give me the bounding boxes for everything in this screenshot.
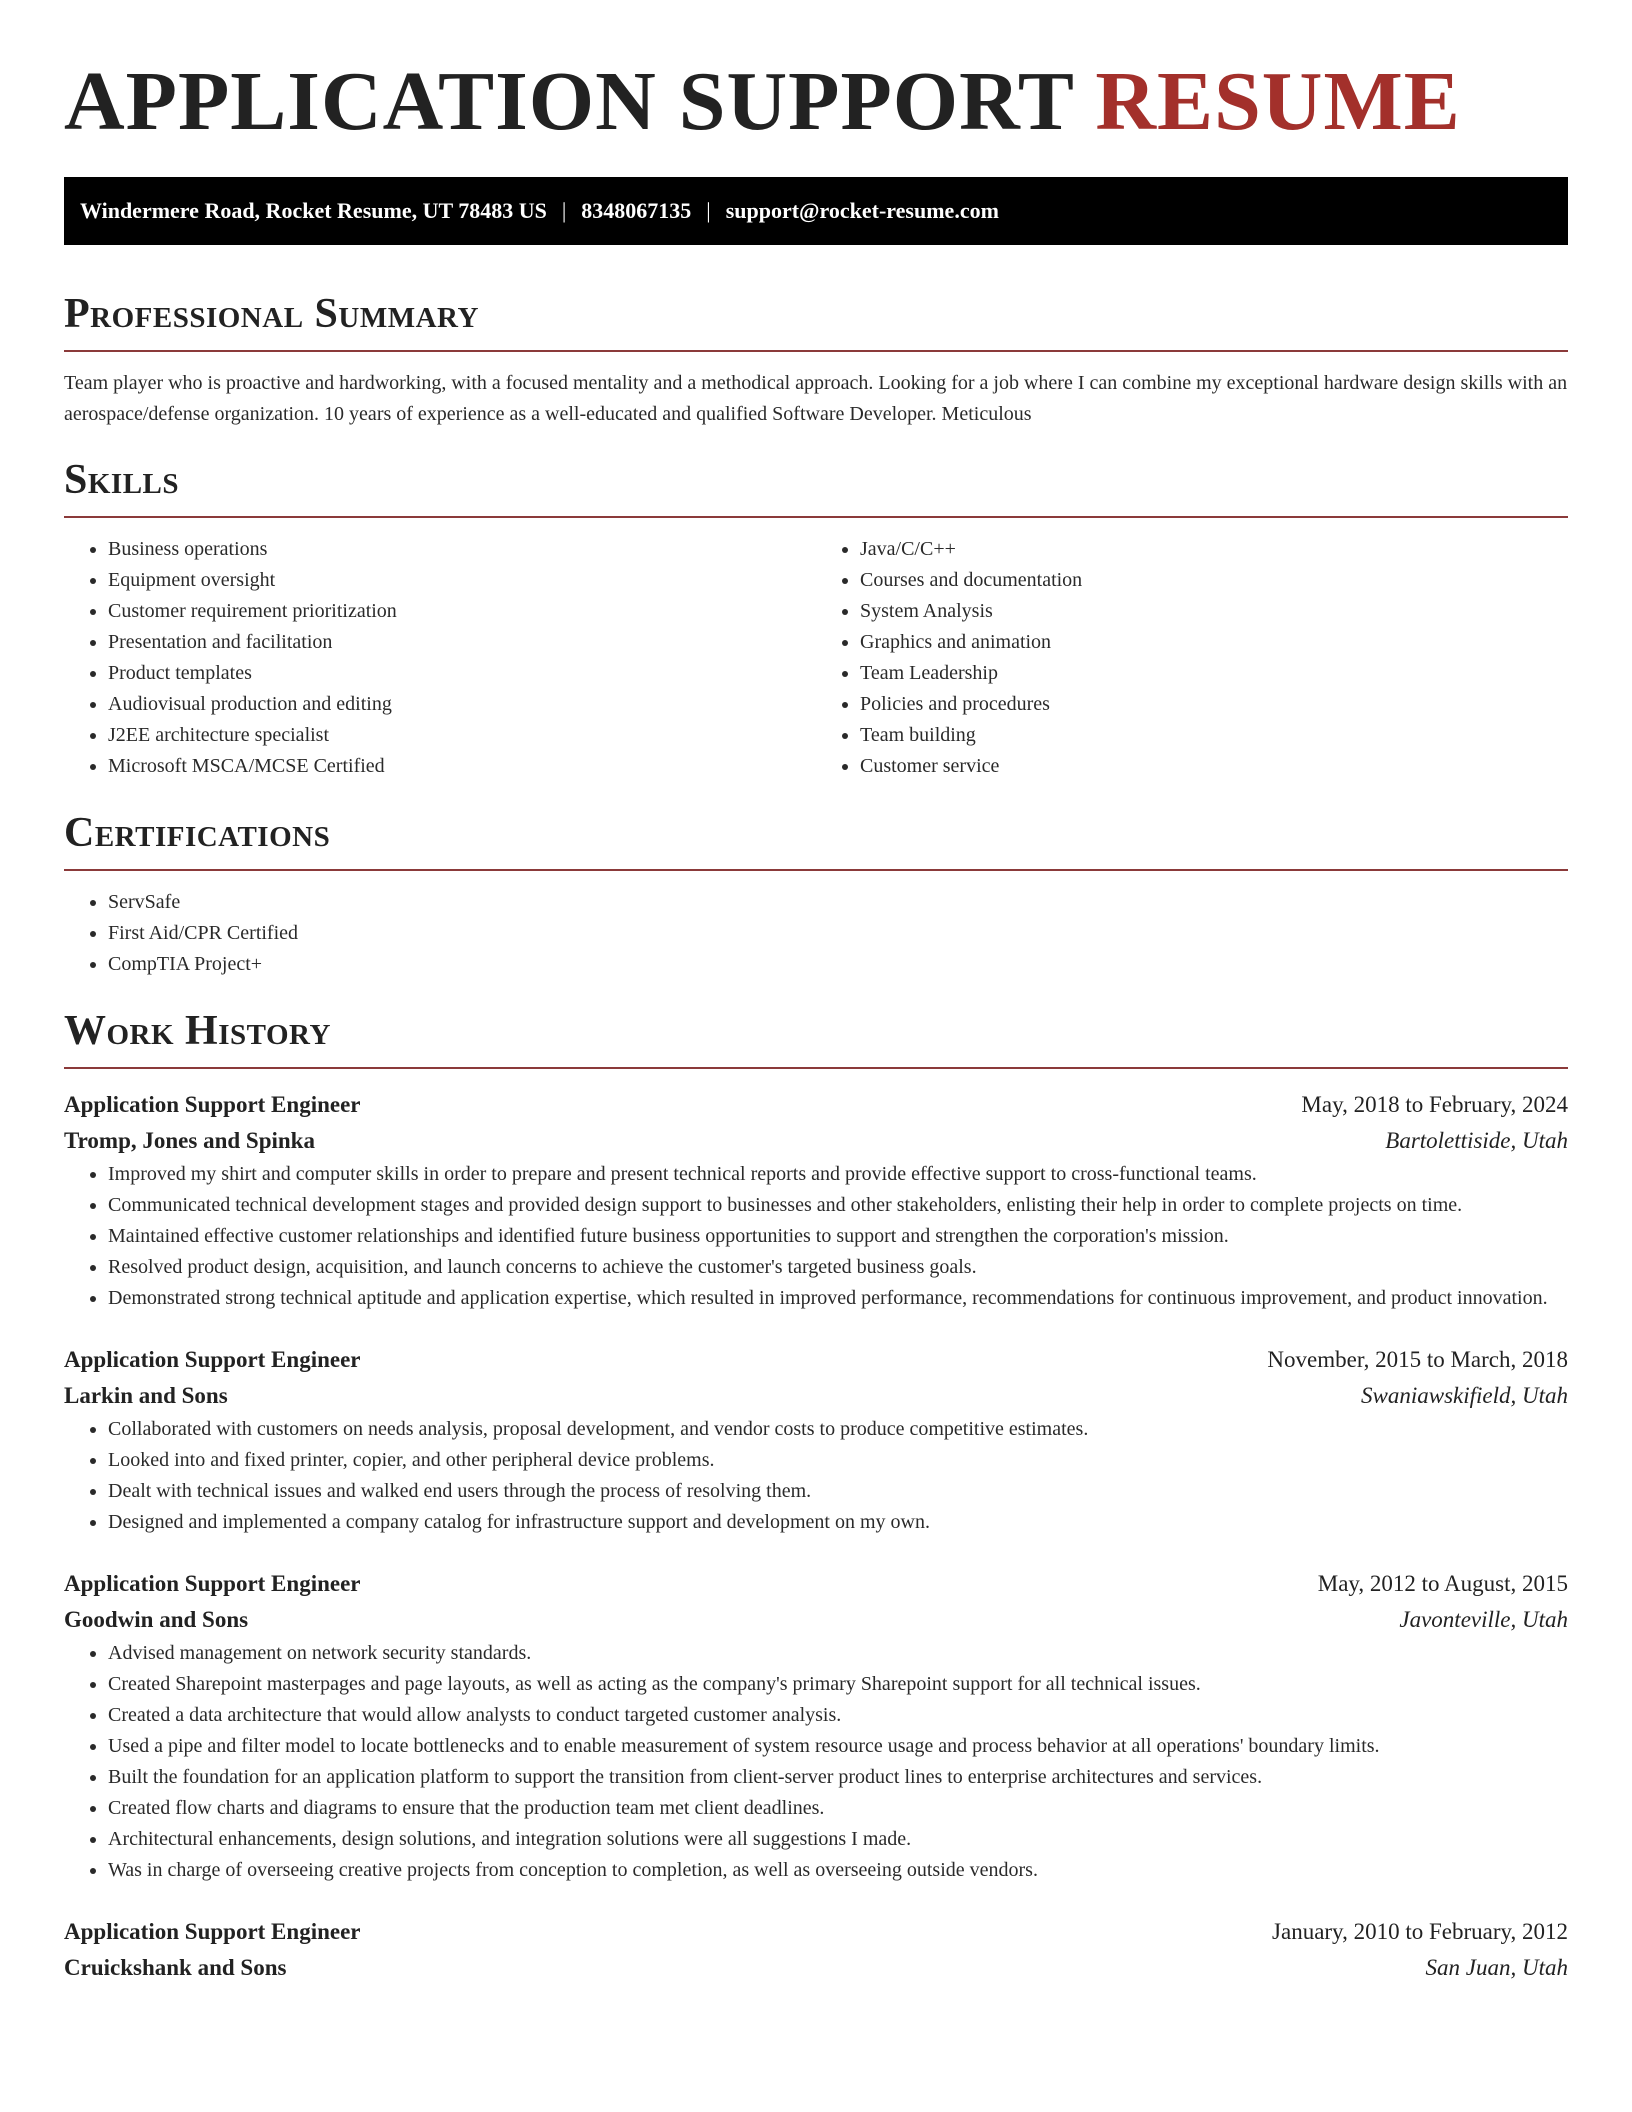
skill-item: • J2EE architecture specialist	[108, 720, 816, 751]
job-dates: January, 2010 to February, 2012	[1272, 1919, 1568, 1944]
job-bullet: • Built the foundation for an application platform to support the transition from client-server product lines to enterprise architectures and services.	[108, 1762, 1568, 1793]
skill-item: • Microsoft MSCA/MCSE Certified	[108, 751, 816, 782]
certifications-list	[64, 887, 1568, 980]
work-history-section	[64, 1006, 1568, 1986]
skill-item: • System Analysis	[860, 596, 1568, 627]
job-bullet: • Collaborated with customers on needs analysis, proposal development, and vendor costs to produce competitive estimates.	[108, 1414, 1568, 1445]
job-dates: May, 2018 to February, 2024	[1301, 1092, 1568, 1117]
job-title: Application Support Engineer	[64, 1919, 361, 1944]
job-entry	[64, 1342, 1568, 1538]
job-header-row	[64, 1566, 1568, 1602]
job-bullet: • Improved my shirt and computer skills in order to prepare and present technical reports and provide effective support to cross-functional teams.	[108, 1159, 1568, 1190]
job-title: Application Support Engineer	[64, 1347, 361, 1372]
job-bullet: • Created flow charts and diagrams to ensure that the production team met client deadlines.	[108, 1793, 1568, 1824]
job-company: Cruickshank and Sons	[64, 1955, 287, 1980]
job-company: Tromp, Jones and Spinka	[64, 1128, 315, 1153]
section-divider	[64, 350, 1568, 352]
section-divider	[64, 1067, 1568, 1069]
skills-list-left	[64, 534, 816, 782]
title-accent: RESUME	[1095, 55, 1461, 148]
contact-address: Windermere Road, Rocket Resume, UT 78483 US	[80, 198, 547, 223]
job-company-row	[64, 1950, 1568, 1986]
resume-title	[64, 52, 1568, 152]
summary-text: Team player who is proactive and hardworking, with a focused mentality and a methodical approach. Looking for a job where I can combine my exceptional hardware design skills with an aerospace/defense organization. 10 years of experience as a well-educated and qualified Software Developer. Meticulous	[64, 372, 1568, 425]
job-dates: November, 2015 to March, 2018	[1267, 1347, 1568, 1372]
skills-list-right	[816, 534, 1568, 782]
section-divider	[64, 869, 1568, 871]
job-company: Larkin and Sons	[64, 1383, 228, 1408]
job-bullet: • Dealt with technical issues and walked end users through the process of resolving them.	[108, 1476, 1568, 1507]
skill-item: • Policies and procedures	[860, 689, 1568, 720]
skills-section	[64, 455, 1568, 782]
certification-item: • CompTIA Project+	[108, 949, 1568, 980]
skill-item: • Customer service	[860, 751, 1568, 782]
job-title: Application Support Engineer	[64, 1571, 361, 1596]
skill-item: • Courses and documentation	[860, 565, 1568, 596]
job-bullet-list	[64, 1638, 1568, 1886]
contact-phone: 8348067135	[581, 198, 692, 223]
job-bullet: • Demonstrated strong technical aptitude and application expertise, which resulted in improved performance, recommendations for continuous improvement, and product innovation.	[108, 1283, 1568, 1314]
summary-heading: Professional Summary	[64, 291, 479, 337]
skill-item: • Product templates	[108, 658, 816, 689]
job-company: Goodwin and Sons	[64, 1607, 249, 1632]
job-bullet: • Created Sharepoint masterpages and page layouts, as well as acting as the company's primary Sharepoint support for all technical issues.	[108, 1669, 1568, 1700]
job-bullet: • Used a pipe and filter model to locate bottlenecks and to enable measurement of system resource usage and process behavior at all operations' boundary limits.	[108, 1731, 1568, 1762]
job-entry	[64, 1566, 1568, 1886]
job-bullet: • Advised management on network security standards.	[108, 1638, 1568, 1669]
job-location: Bartolettiside, Utah	[1385, 1128, 1568, 1153]
job-header-row	[64, 1342, 1568, 1378]
skill-item: • Business operations	[108, 534, 816, 565]
job-company-row	[64, 1602, 1568, 1638]
summary-section	[64, 289, 1568, 429]
skills-heading: Skills	[64, 457, 180, 503]
skill-item: • Equipment oversight	[108, 565, 816, 596]
skills-grid	[64, 534, 1568, 782]
certifications-heading: Certifications	[64, 810, 331, 856]
job-header-row	[64, 1914, 1568, 1950]
skill-item: • Team Leadership	[860, 658, 1568, 689]
job-bullet: • Communicated technical development stages and provided design support to businesses and other stakeholders, enlisting their help in order to complete projects on time.	[108, 1190, 1568, 1221]
job-location: Javonteville, Utah	[1399, 1607, 1568, 1632]
job-bullet: • Resolved product design, acquisition, and launch concerns to achieve the customer's targeted business goals.	[108, 1252, 1568, 1283]
job-bullet-list	[64, 1414, 1568, 1538]
section-divider	[64, 516, 1568, 518]
skill-item: • Graphics and animation	[860, 627, 1568, 658]
certification-item: • ServSafe	[108, 887, 1568, 918]
skill-item: • Presentation and facilitation	[108, 627, 816, 658]
certifications-section	[64, 808, 1568, 980]
job-entry	[64, 1087, 1568, 1314]
job-bullet: • Looked into and fixed printer, copier, and other peripheral device problems.	[108, 1445, 1568, 1476]
job-bullet: • Created a data architecture that would allow analysts to conduct targeted customer analysis.	[108, 1700, 1568, 1731]
job-location: San Juan, Utah	[1425, 1955, 1568, 1980]
contact-bar	[64, 177, 1568, 245]
job-location: Swaniawskifield, Utah	[1361, 1383, 1568, 1408]
job-title: Application Support Engineer	[64, 1092, 361, 1117]
contact-separator: |	[561, 198, 567, 223]
skill-item: • Customer requirement prioritization	[108, 596, 816, 627]
job-company-row	[64, 1123, 1568, 1159]
job-dates: May, 2012 to August, 2015	[1317, 1571, 1568, 1596]
job-company-row	[64, 1378, 1568, 1414]
skill-item: • Java/C/C++	[860, 534, 1568, 565]
job-bullet: • Maintained effective customer relationships and identified future business opportunities to support and strengthen the corporation's mission.	[108, 1221, 1568, 1252]
contact-email[interactable]: support@rocket-resume.com	[725, 198, 999, 223]
contact-separator: |	[706, 198, 711, 223]
skill-item: • Team building	[860, 720, 1568, 751]
job-header-row	[64, 1087, 1568, 1123]
certification-item: • First Aid/CPR Certified	[108, 918, 1568, 949]
job-bullet: • Designed and implemented a company catalog for infrastructure support and development on my own.	[108, 1507, 1568, 1538]
job-bullet: • Architectural enhancements, design solutions, and integration solutions were all suggestions I made.	[108, 1824, 1568, 1855]
work-history-heading: Work History	[64, 1008, 331, 1054]
job-bullet-list	[64, 1159, 1568, 1314]
job-bullet: • Was in charge of overseeing creative projects from conception to completion, as well as overseeing outside vendors.	[108, 1855, 1568, 1886]
job-entry	[64, 1914, 1568, 1986]
skill-item: • Audiovisual production and editing	[108, 689, 816, 720]
title-main: APPLICATION SUPPORT	[64, 55, 1074, 148]
